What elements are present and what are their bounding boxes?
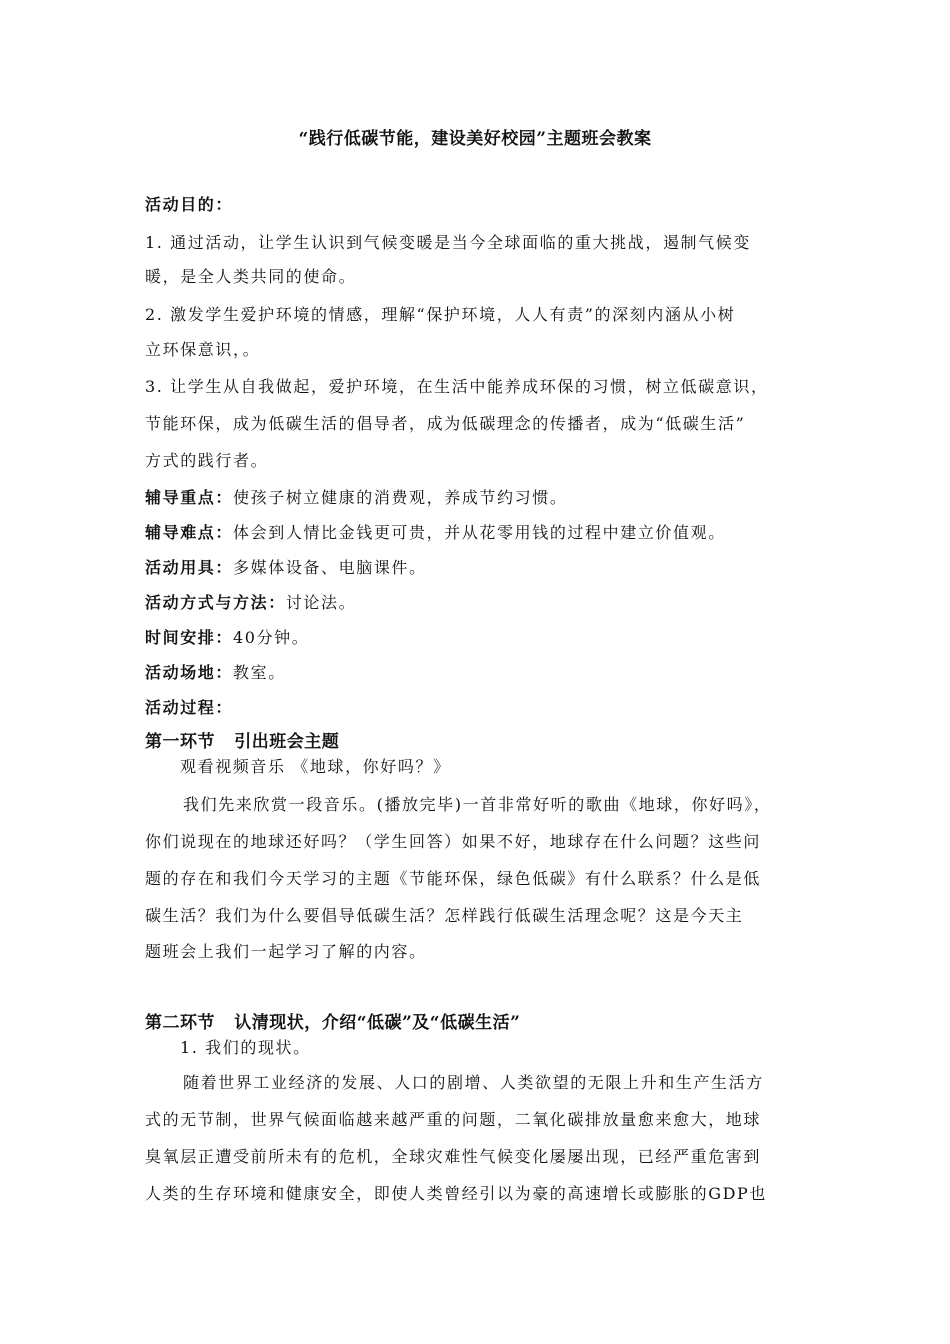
difficulty-label: 辅导难点：	[145, 523, 234, 542]
section-2-subline: 1. 我们的现状。	[180, 1038, 311, 1057]
section-2-paragraph-line-3: 臭氧层正遭受前所未有的危机，全球灾难性气候变化屡屡出现，已经严重危害到	[145, 1147, 762, 1166]
method-row	[145, 592, 356, 614]
purpose-item-3-line-3: 方式的践行者。	[145, 451, 269, 470]
method-value: 讨论法。	[285, 593, 357, 612]
purpose-item-2-line-1: 2. 激发学生爱护环境的情感，理解“保护环境，人人有责”的深刻内涵从小树	[145, 305, 736, 324]
venue-value: 教室。	[233, 663, 286, 682]
tools-value: 多媒体设备、电脑课件。	[233, 558, 427, 577]
tools-label: 活动用具：	[145, 558, 234, 577]
focus-value: 使孩子树立健康的消费观，养成节约习惯。	[233, 488, 568, 507]
focus-label: 辅导重点：	[145, 488, 234, 507]
purpose-heading: 活动目的：	[145, 195, 234, 214]
section-2-heading: 第二环节 认清现状，介绍“低碳”及“低碳生活”	[145, 1013, 521, 1033]
purpose-item-2-line-2: 立环保意识，。	[145, 340, 261, 359]
purpose-item-3-line-2: 节能环保，成为低碳生活的倡导者，成为低碳理念的传播者，成为“低碳生活”	[145, 414, 746, 433]
purpose-item-1-line-2: 暖，是全人类共同的使命。	[145, 267, 357, 286]
section-1-paragraph-line-5: 题班会上我们一起学习了解的内容。	[145, 942, 427, 961]
purpose-item-3-line-1: 3. 让学生从自我做起，爱护环境，在生活中能养成环保的习惯，树立低碳意识，	[145, 377, 769, 396]
document-title: “践行低碳节能，建设美好校园”主题班会教案	[298, 129, 652, 149]
tools-row	[145, 557, 427, 579]
section-2-paragraph-line-1: 随着世界工业经济的发展、人口的剧增、人类欲望的无限上升和生产生活方	[183, 1073, 764, 1092]
time-label: 时间安排：	[145, 628, 234, 647]
time-row	[145, 627, 309, 649]
method-label: 活动方式与方法：	[145, 593, 286, 612]
section-1-paragraph-line-4: 碳生活？我们为什么要倡导低碳生活？怎样践行低碳生活理念呢？这是今天主	[145, 906, 744, 925]
difficulty-row	[145, 522, 726, 544]
section-1-subline: 观看视频音乐 《地球，你好吗？》	[180, 757, 451, 776]
section-1-paragraph-line-3: 题的存在和我们今天学习的主题《节能环保，绿色低碳》有什么联系？什么是低	[145, 869, 762, 888]
section-1-paragraph-line-1: 我们先来欣赏一段音乐。(播放完毕)一首非常好听的歌曲《地球，你好吗》，	[183, 795, 772, 814]
section-1-paragraph-line-2: 你们说现在的地球还好吗？（学生回答）如果不好，地球存在什么问题？这些问	[145, 832, 762, 851]
section-1-heading: 第一环节 引出班会主题	[145, 732, 340, 752]
difficulty-value: 体会到人情比金钱更可贵，并从花零用钱的过程中建立价值观。	[233, 523, 726, 542]
venue-label: 活动场地：	[145, 663, 234, 682]
section-2-paragraph-line-4: 人类的生存环境和健康安全，即使人类曾经引以为豪的高速增长或膨胀的GDP也	[145, 1184, 767, 1203]
process-label: 活动过程：	[145, 698, 234, 717]
focus-row	[145, 487, 567, 509]
venue-row	[145, 662, 286, 684]
time-value: 40分钟。	[233, 628, 310, 647]
purpose-item-1-line-1: 1. 通过活动，让学生认识到气候变暖是当今全球面临的重大挑战，遏制气候变	[145, 233, 751, 252]
section-2-paragraph-line-2: 式的无节制，世界气候面临越来越严重的问题，二氧化碳排放量愈来愈大，地球	[145, 1110, 762, 1129]
